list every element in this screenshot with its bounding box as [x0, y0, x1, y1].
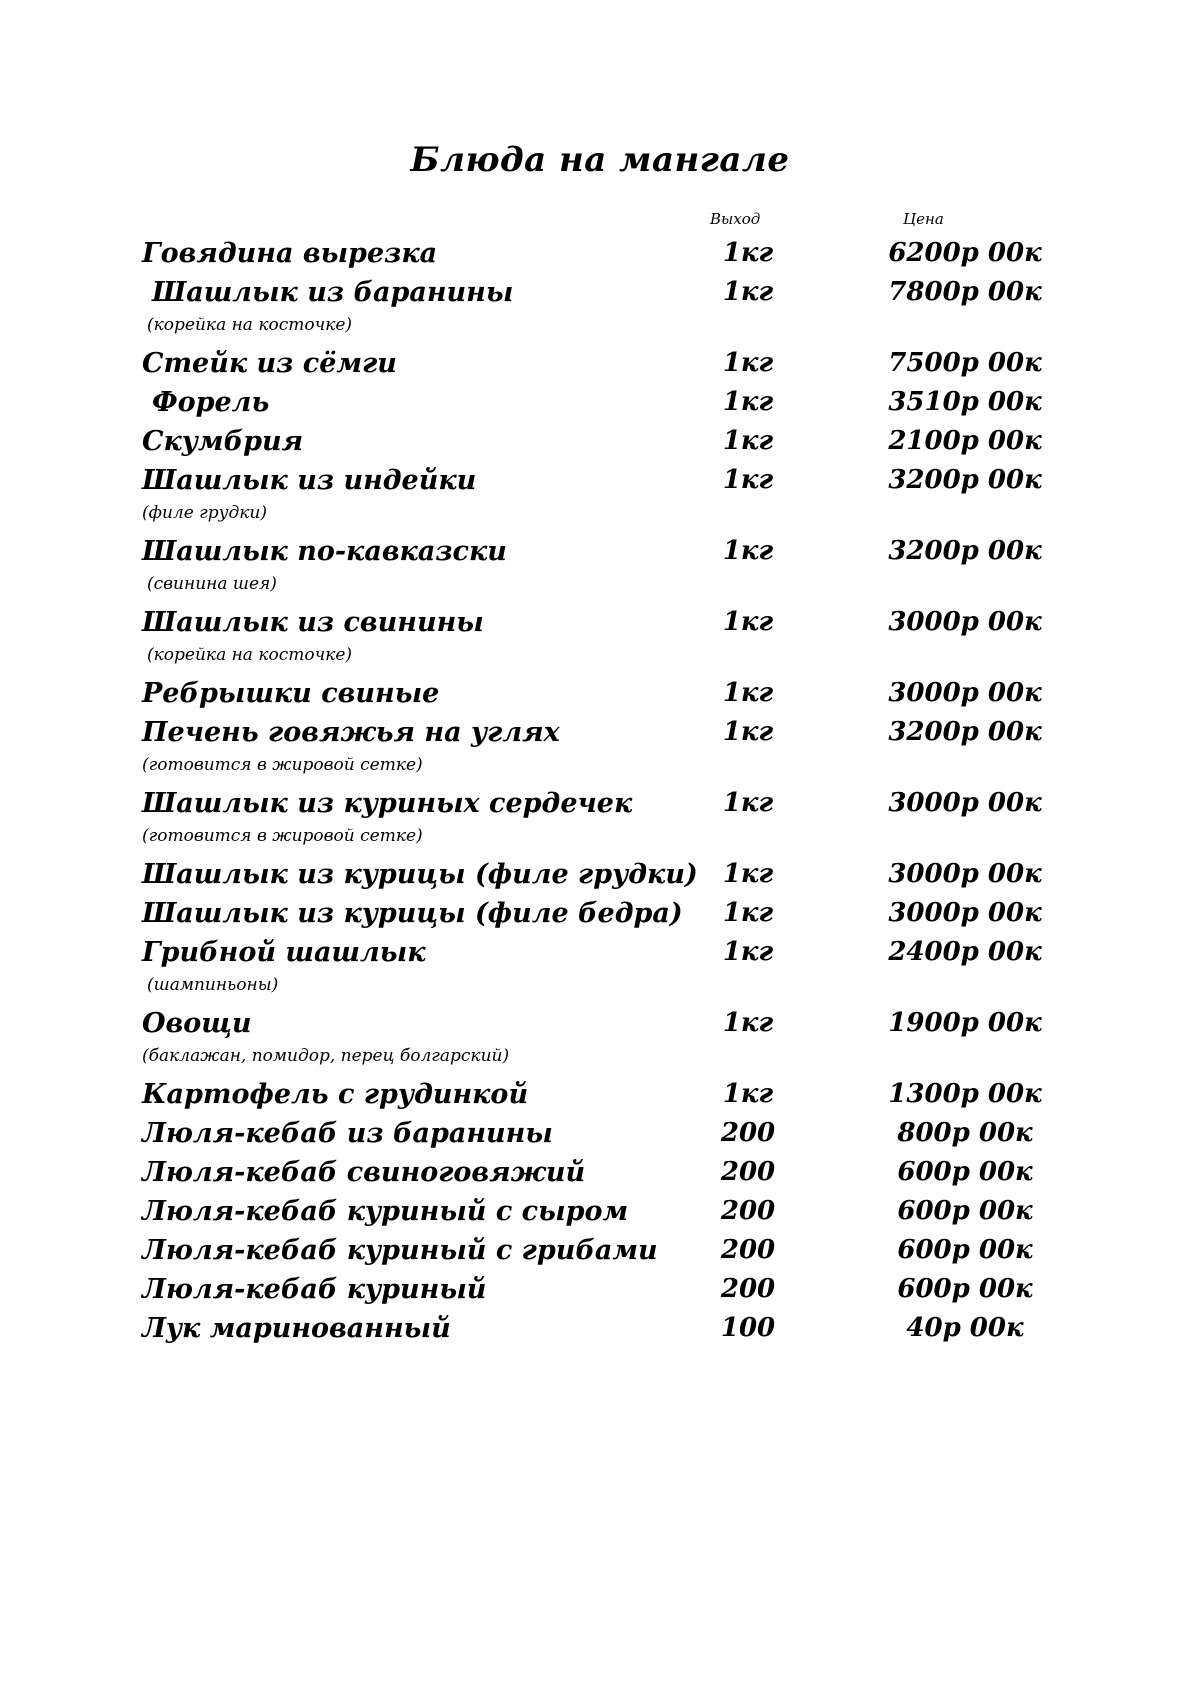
menu-item — [142, 603, 1042, 642]
menu-item-name: Печень говяжья на углях — [142, 717, 560, 748]
menu-item-price: 3200р 00к — [888, 717, 1042, 747]
menu-item-name: Люля-кебаб свиноговяжий — [142, 1157, 586, 1188]
menu-item — [142, 933, 1042, 972]
menu-item — [142, 532, 1042, 571]
menu-item-price: 3000р 00к — [888, 898, 1042, 928]
menu-item-price: 600р 00к — [897, 1274, 1033, 1304]
menu-item-name: Скумбрия — [142, 426, 304, 457]
menu-item-note: (шампиньоны) — [147, 975, 279, 995]
menu-item — [142, 234, 1042, 273]
menu-item-yield: 1кг — [722, 898, 774, 928]
menu-item-price: 600р 00к — [897, 1157, 1033, 1187]
menu-item-yield: 1кг — [722, 859, 774, 889]
menu-item-name: Ребрышки свиные — [142, 678, 440, 709]
menu-item-yield: 200 — [720, 1118, 776, 1148]
menu-item-yield: 1кг — [722, 536, 774, 566]
menu-item — [142, 894, 1042, 933]
menu-item-price: 1300р 00к — [888, 1079, 1042, 1109]
menu-item — [142, 273, 1042, 312]
menu-item-price: 3000р 00к — [888, 607, 1042, 637]
menu-item — [142, 784, 1042, 823]
menu-item — [142, 383, 1042, 422]
menu-item-name: Картофель с грудинкой — [142, 1079, 529, 1110]
menu-item-yield: 1кг — [722, 238, 774, 268]
menu-item-price: 2400р 00к — [888, 937, 1042, 967]
menu-item-yield: 1кг — [722, 426, 774, 456]
menu-item-price: 600р 00к — [897, 1196, 1033, 1226]
menu-item — [142, 422, 1042, 461]
menu-item — [142, 855, 1042, 894]
menu-item-price: 800р 00к — [897, 1118, 1033, 1148]
menu-item-name: Шашлык из куриных сердечек — [142, 788, 633, 819]
menu-item-price: 3000р 00к — [888, 788, 1042, 818]
column-header-price: Цена — [903, 210, 944, 228]
menu-item-note: (корейка на косточке) — [147, 315, 353, 335]
menu-item-note: (корейка на косточке) — [147, 645, 353, 665]
menu-item-price: 40р 00к — [906, 1313, 1024, 1343]
menu-item-price: 7800р 00к — [888, 277, 1042, 307]
menu-item-yield: 1кг — [722, 607, 774, 637]
menu-item-yield: 1кг — [722, 788, 774, 818]
menu-item-name: Стейк из сёмги — [142, 348, 397, 379]
menu-list — [142, 234, 1042, 1348]
menu-item-yield: 1кг — [722, 717, 774, 747]
menu-item-price: 3200р 00к — [888, 465, 1042, 495]
menu-item-name: Грибной шашлык — [142, 937, 426, 968]
menu-item-yield: 200 — [720, 1157, 776, 1187]
menu-item-yield: 1кг — [722, 678, 774, 708]
menu-item-yield: 1кг — [722, 937, 774, 967]
menu-item-name: Шашлык из свинины — [142, 607, 484, 638]
menu-item-name: Люля-кебаб куриный — [142, 1274, 487, 1305]
menu-item-price: 600р 00к — [897, 1235, 1033, 1265]
column-header-yield: Выход — [710, 210, 761, 228]
menu-item-name: Овощи — [142, 1008, 252, 1039]
menu-item — [142, 1231, 1042, 1270]
menu-item-name: Люля-кебаб из баранины — [142, 1118, 553, 1149]
menu-item — [142, 674, 1042, 713]
menu-item — [142, 1153, 1042, 1192]
menu-item — [142, 1192, 1042, 1231]
menu-item-name: Говядина вырезка — [142, 238, 438, 269]
menu-item — [142, 1114, 1042, 1153]
menu-item — [142, 461, 1042, 500]
menu-item-name: Люля-кебаб куриный с грибами — [142, 1235, 658, 1266]
menu-item-name: Форель — [152, 387, 270, 418]
menu-item — [142, 1309, 1042, 1348]
menu-item-note: (баклажан, помидор, перец болгарский) — [142, 1046, 510, 1066]
menu-item-price: 1900р 00к — [888, 1008, 1042, 1038]
menu-item-yield: 1кг — [722, 277, 774, 307]
menu-item-note: (свинина шея) — [147, 574, 277, 594]
menu-item-name: Шашлык из курицы (филе бедра) — [142, 898, 683, 929]
menu-item — [142, 344, 1042, 383]
menu-item-yield: 100 — [720, 1313, 776, 1343]
menu-item-price: 7500р 00к — [888, 348, 1042, 378]
menu-item-name: Шашлык по-кавказски — [142, 536, 507, 567]
menu-item-note: (филе грудки) — [142, 503, 268, 523]
menu-item-name: Шашлык из баранины — [152, 277, 514, 308]
menu-item-yield: 200 — [720, 1274, 776, 1304]
menu-item-price: 3200р 00к — [888, 536, 1042, 566]
menu-item-note: (готовится в жировой сетке) — [142, 826, 423, 846]
menu-item-name: Лук маринованный — [142, 1313, 451, 1344]
menu-item-name: Шашлык из индейки — [142, 465, 477, 496]
menu-item-note: (готовится в жировой сетке) — [142, 755, 423, 775]
menu-item-yield: 1кг — [722, 465, 774, 495]
menu-item — [142, 1270, 1042, 1309]
menu-item-yield: 1кг — [722, 348, 774, 378]
menu-item — [142, 1004, 1042, 1043]
menu-item-price: 2100р 00к — [888, 426, 1042, 456]
menu-item — [142, 713, 1042, 752]
menu-item-yield: 1кг — [722, 1008, 774, 1038]
page-title: Блюда на мангале — [410, 140, 790, 180]
menu-item-price: 3000р 00к — [888, 678, 1042, 708]
menu-item-yield: 200 — [720, 1235, 776, 1265]
menu-item-yield: 1кг — [722, 387, 774, 417]
menu-item — [142, 1075, 1042, 1114]
menu-item-name: Шашлык из курицы (филе грудки) — [142, 859, 698, 890]
menu-item-yield: 200 — [720, 1196, 776, 1226]
menu-item-price: 6200р 00к — [888, 238, 1042, 268]
menu-item-name: Люля-кебаб куриный с сыром — [142, 1196, 629, 1227]
menu-item-yield: 1кг — [722, 1079, 774, 1109]
menu-item-price: 3000р 00к — [888, 859, 1042, 889]
menu-item-price: 3510р 00к — [888, 387, 1042, 417]
